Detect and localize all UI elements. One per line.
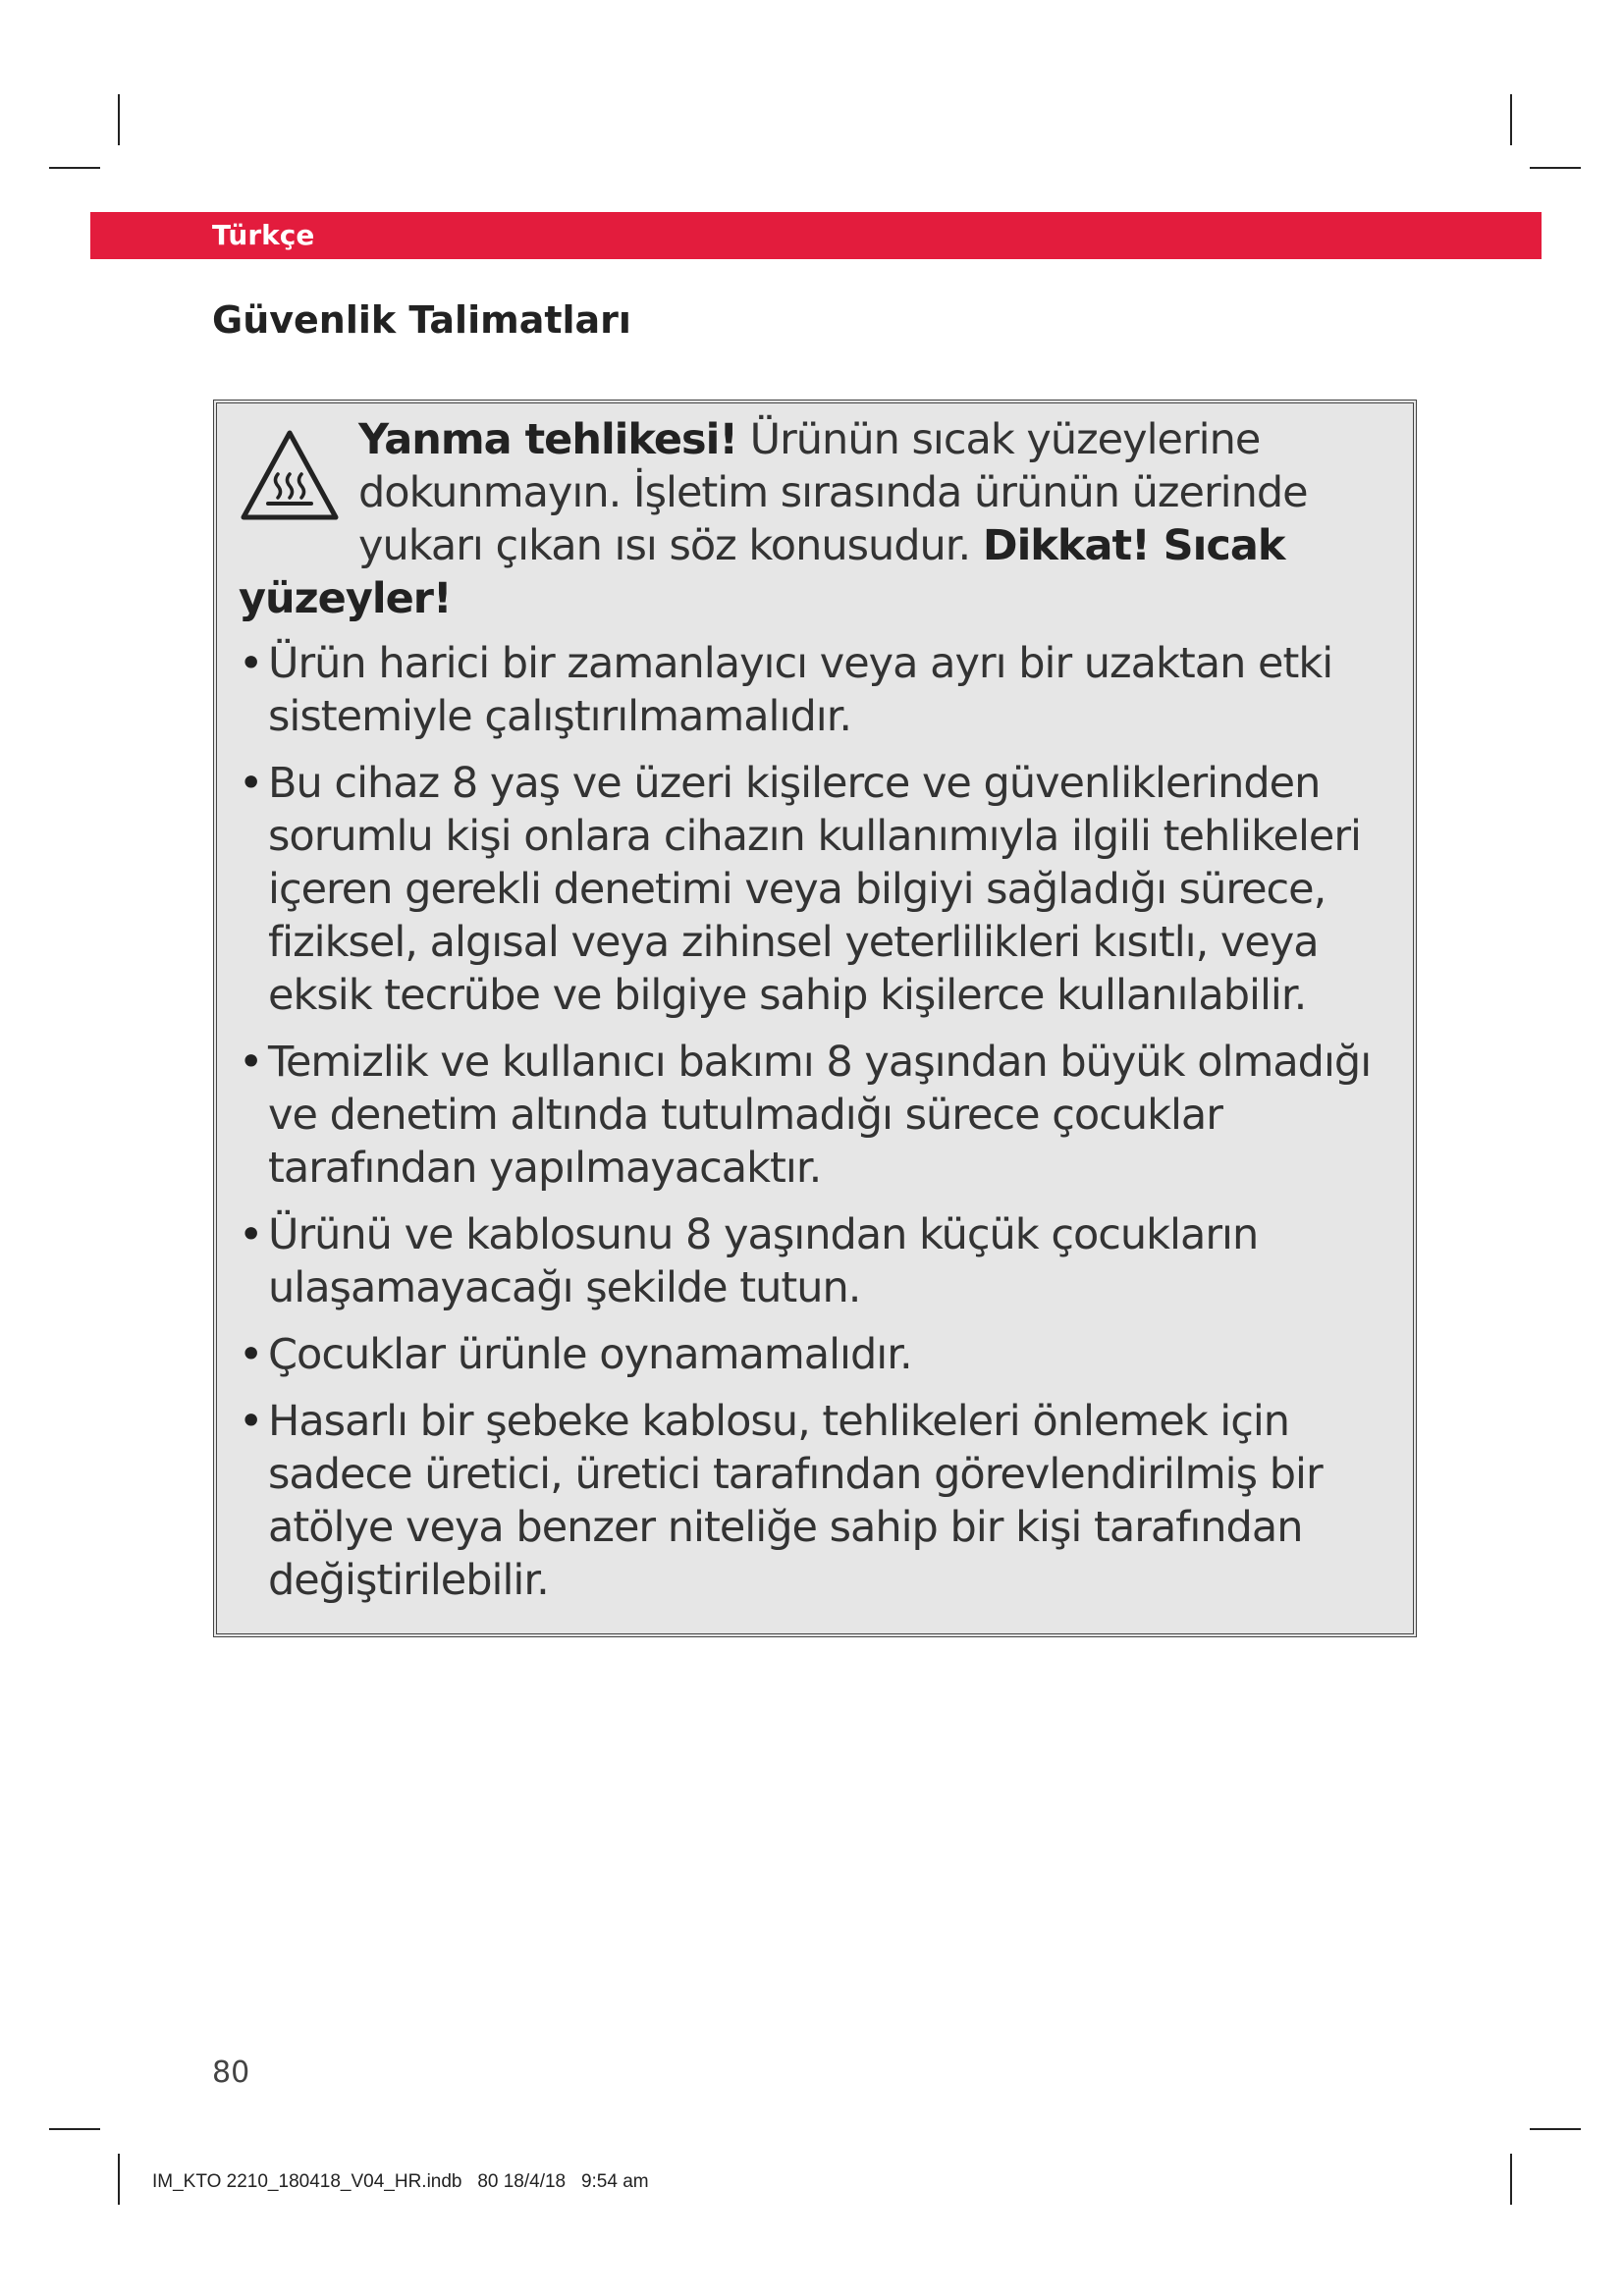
safety-bullet-item: • Hasarlı bir şebeke kablosu, tehlikeleri önlemek için sadece üretici, üretici tarafından görevlendirilmiş bir atölye veya benzer niteliğe sahip bir kişi tarafından değiştirilebilir.: [239, 1395, 1403, 1607]
crop-mark-top-right-horizontal: [1530, 167, 1581, 169]
safety-bullet-item: • Ürün harici bir zamanlayıcı veya ayrı bir uzaktan etki sistemiyle çalıştırılmamalıdır.: [239, 637, 1403, 743]
crop-mark-bottom-right-vertical: [1510, 2154, 1512, 2205]
safety-bullet-list: [239, 637, 1403, 1607]
burn-hazard-text: Ürünün sıcak yüzeylerine dokunmayın. İşletim sırasında ürünün üzerinde yukarı çıkan ısı söz konusudur.: [358, 415, 1308, 570]
burn-hazard-title: Yanma tehlikesi!: [358, 415, 737, 464]
crop-mark-top-right-vertical: [1510, 94, 1512, 145]
crop-mark-bottom-left-vertical: [118, 2154, 120, 2205]
hot-surfaces-caution: Dikkat! Sıcak yüzeyler!: [239, 521, 1285, 623]
page-number: 80: [212, 2056, 250, 2090]
safety-bullet-item: • Temizlik ve kullanıcı bakımı 8 yaşından büyük olmadığı ve denetim altında tutulmadığı sürece çocuklar tarafından yapılmayacaktır.: [239, 1036, 1403, 1195]
safety-bullet-item: • Ürünü ve kablosunu 8 yaşından küçük çocukların ulaşamayacağı şekilde tutun.: [239, 1208, 1403, 1314]
print-footer-info: IM_KTO 2210_180418_V04_HR.indb 80 18/4/18 9:54 am: [152, 2171, 649, 2192]
crop-mark-bottom-right-horizontal: [1530, 2128, 1581, 2130]
crop-mark-top-left-vertical: [118, 94, 120, 145]
safety-bullet-item: • Bu cihaz 8 yaş ve üzeri kişilerce ve güvenliklerinden sorumlu kişi onlara cihazın kullanımıyla ilgili tehlikeleri içeren gerekli denetimi veya bilgiyi sağladığı sürece, fiziksel, algısal veya zihinsel yeterlilikleri kısıtlı, veya eksik tecrübe ve bilgiye sahip kişilerce kullanılabilir.: [239, 757, 1403, 1022]
language-label: Türkçe: [212, 219, 315, 251]
safety-bullet-item: • Çocuklar ürünle oynamamalıdır.: [239, 1328, 1403, 1381]
safety-warning-box: [213, 400, 1417, 1637]
crop-mark-bottom-left-horizontal: [49, 2128, 100, 2130]
hot-surface-warning-icon: [239, 427, 341, 525]
warning-heading: [239, 413, 1403, 625]
language-header-bar: [90, 212, 1542, 259]
crop-mark-top-left-horizontal: [49, 167, 100, 169]
section-title: Güvenlik Talimatları: [212, 298, 631, 342]
